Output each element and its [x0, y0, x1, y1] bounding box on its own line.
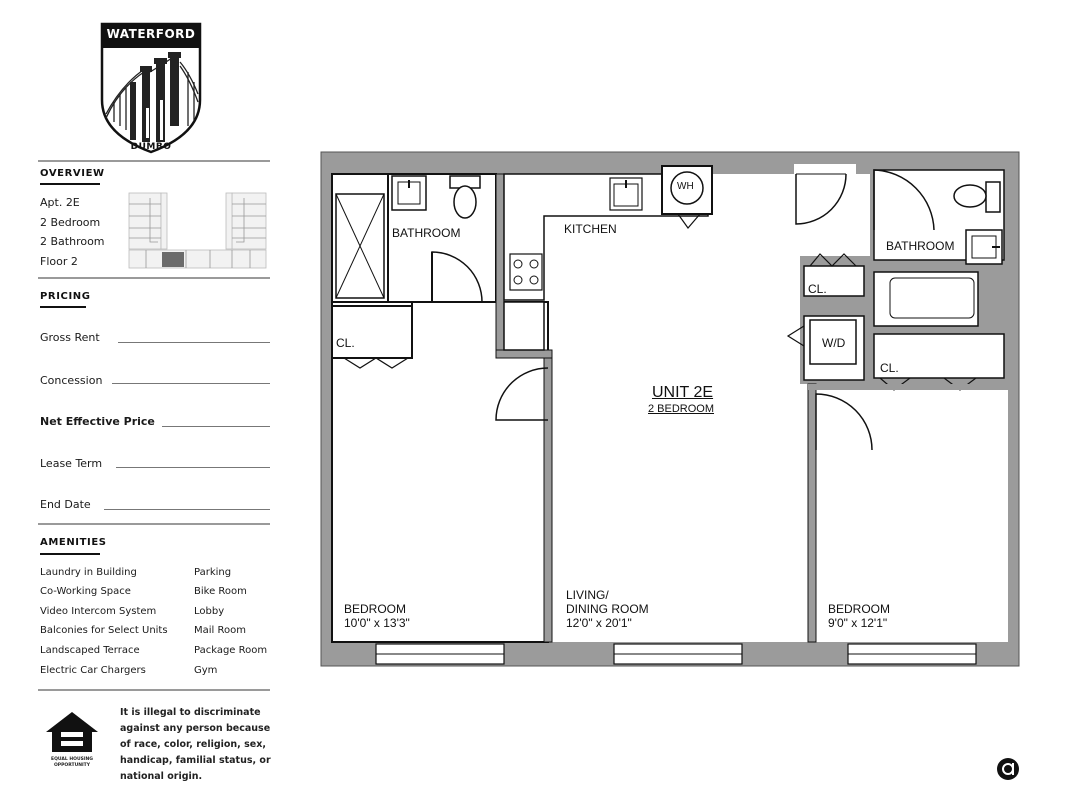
amenity-item: Package Room	[194, 645, 268, 656]
lease-term-field[interactable]	[116, 467, 270, 468]
living-room-label	[566, 588, 649, 630]
room-name: BEDROOM	[828, 602, 891, 616]
unit-title: UNIT 2E	[652, 384, 714, 401]
floor-plan	[320, 150, 1020, 670]
concession-field[interactable]	[112, 383, 270, 384]
water-heater-label: WH	[677, 181, 694, 192]
amenity-item: Lobby	[194, 606, 225, 617]
disclaimer-line: national origin.	[120, 771, 203, 782]
net-effective-field[interactable]	[162, 426, 270, 427]
end-date-label: End Date	[40, 498, 91, 511]
waterford-logo	[100, 22, 202, 154]
amenity-item: Bike Room	[194, 586, 247, 597]
room-dimensions: 9'0" x 12'1"	[828, 616, 888, 630]
equal-housing-logo	[44, 710, 100, 774]
logo-neighborhood: DUMBO	[130, 142, 172, 152]
bridge-shield-icon	[100, 22, 202, 154]
amenity-item: Laundry in Building	[40, 567, 137, 578]
key-plan-map	[128, 192, 268, 270]
bedroom-right-label	[828, 602, 890, 630]
lease-term-label: Lease Term	[40, 457, 103, 470]
eho-caption: EQUAL HOUSING OPPORTUNITY	[51, 757, 93, 768]
overview-heading: OVERVIEW	[40, 168, 105, 179]
logo-brand: WATERFORD	[106, 27, 196, 41]
apt-number: Apt. 2E	[40, 196, 80, 209]
net-effective-label: Net Effective Price	[40, 415, 155, 428]
concession-label: Concession	[40, 374, 103, 387]
brand-mark-icon	[996, 757, 1020, 781]
gross-rent-label: Gross Rent	[40, 331, 100, 344]
unit-subtitle: 2 BEDROOM	[648, 403, 715, 415]
room-dimensions: 12'0" x 20'1"	[566, 616, 632, 630]
amenity-item: Balconies for Select Units	[40, 625, 168, 636]
amenity-item: Mail Room	[194, 625, 246, 636]
bedroom-count: 2 Bedroom	[40, 216, 101, 229]
amenities-underline	[40, 553, 100, 555]
disclaimer-line: against any person because	[120, 723, 271, 734]
floor-number: Floor 2	[40, 255, 78, 268]
room-dimensions: 10'0" x 13'3"	[344, 616, 410, 630]
divider	[38, 689, 270, 691]
disclaimer-text	[120, 705, 272, 785]
gross-rent-field[interactable]	[118, 342, 270, 343]
amenity-item: Parking	[194, 567, 232, 578]
amenity-item: Electric Car Chargers	[40, 665, 146, 676]
divider	[38, 523, 270, 525]
bathroom-left-label: BATHROOM	[392, 226, 461, 240]
amenity-item: Gym	[194, 665, 218, 676]
unit-highlight	[162, 252, 184, 267]
closet-right-bottom-label: CL.	[880, 361, 899, 375]
house-icon	[44, 710, 100, 756]
amenity-item: Landscaped Terrace	[40, 645, 140, 656]
disclaimer-line: of race, color, religion, sex,	[120, 739, 266, 750]
amenity-item: Co-Working Space	[40, 586, 131, 597]
end-date-field[interactable]	[104, 509, 270, 510]
pricing-underline	[40, 306, 86, 308]
divider	[38, 160, 270, 162]
pricing-heading: PRICING	[40, 291, 91, 302]
bathroom-count: 2 Bathroom	[40, 235, 105, 248]
disclaimer-line: It is illegal to discriminate	[120, 707, 261, 718]
overview-underline	[40, 183, 100, 185]
divider	[38, 277, 270, 279]
room-name: DINING ROOM	[566, 602, 649, 616]
washer-dryer-label: W/D	[822, 336, 846, 350]
closet-left-label: CL.	[336, 336, 355, 350]
disclaimer-line: handicap, familial status, or	[120, 755, 271, 766]
amenity-item: Video Intercom System	[40, 606, 157, 617]
amenities-heading: AMENITIES	[40, 537, 107, 548]
room-name: BEDROOM	[344, 602, 407, 616]
kitchen-label: KITCHEN	[564, 222, 617, 236]
bedroom-left-label	[344, 602, 410, 630]
room-name: LIVING/	[566, 588, 609, 602]
bathroom-right-label: BATHROOM	[886, 239, 955, 253]
closet-right-top-label: CL.	[808, 282, 827, 296]
